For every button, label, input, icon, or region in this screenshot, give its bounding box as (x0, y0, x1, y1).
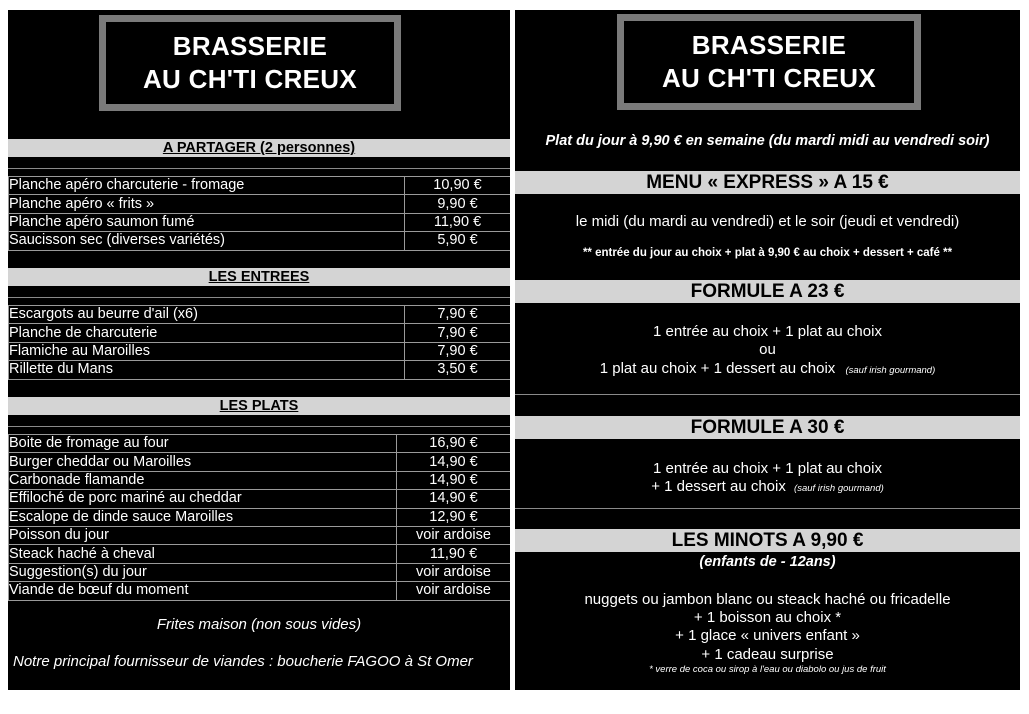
formule-30-header: FORMULE A 30 € (515, 416, 1020, 439)
brasserie-logo-right (617, 14, 921, 110)
table-row (9, 471, 511, 489)
divider (8, 415, 510, 427)
table-row (9, 453, 511, 471)
item-name: Escargots au beurre d'ail (x6) (9, 306, 405, 324)
item-price: 12,90 € (397, 508, 511, 526)
table-row (9, 324, 511, 342)
minots-line-1: nuggets ou jambon blanc ou steack haché ou fricadelle (584, 591, 951, 608)
table-row (9, 306, 511, 324)
item-name: Planche apéro charcuterie - fromage (9, 177, 405, 195)
table-row (9, 526, 511, 544)
f23-note: (sauf irish gourmand) (845, 365, 936, 376)
item-price: 14,90 € (397, 471, 511, 489)
f23-line-3 (515, 360, 1020, 377)
item-price: 9,90 € (405, 195, 511, 213)
fournisseur-note: Notre principal fournisseur de viandes : boucherie FAGOO à St Omer (13, 653, 473, 670)
minots-line-3: + 1 glace « univers enfant » (675, 627, 860, 644)
item-price: 11,90 € (397, 545, 511, 563)
item-name: Saucisson sec (diverses variétés) (9, 232, 405, 250)
section-header-plats (8, 397, 510, 415)
table-row (9, 177, 511, 195)
f30-line-2-text: + 1 dessert au choix (651, 478, 786, 495)
divider (515, 508, 1020, 509)
plats-table (8, 434, 511, 601)
section-header-entrees (8, 268, 510, 286)
menu-express-header: MENU « EXPRESS » A 15 € (515, 171, 1020, 194)
divider (515, 394, 1020, 395)
item-name: Burger cheddar ou Maroilles (9, 453, 397, 471)
table-row (9, 490, 511, 508)
partager-table (8, 176, 511, 251)
item-name: Effiloché de porc mariné au cheddar (9, 490, 397, 508)
frites-note: Frites maison (non sous vides) (156, 616, 362, 633)
plat-du-jour: Plat du jour à 9,90 € en semaine (du mardi midi au vendredi soir) (545, 133, 990, 149)
table-row (9, 213, 511, 231)
minots-header: LES MINOTS A 9,90 € (515, 529, 1020, 552)
minots-line-4: + 1 cadeau surprise (701, 646, 834, 663)
item-name: Planche apéro saumon fumé (9, 213, 405, 231)
f23-line-2: ou (759, 341, 776, 358)
minots-line-2: + 1 boisson au choix * (693, 609, 842, 626)
right-menu-panel (515, 10, 1020, 690)
f23-line-3-text: 1 plat au choix + 1 dessert au choix (599, 360, 836, 377)
table-row (9, 508, 511, 526)
left-menu-panel (8, 10, 510, 690)
item-price: 10,90 € (405, 177, 511, 195)
item-price: 11,90 € (405, 213, 511, 231)
item-name: Flamiche au Maroilles (9, 342, 405, 360)
item-price: voir ardoise (397, 582, 511, 600)
logo-line-1: BRASSERIE (172, 31, 328, 61)
table-row (9, 435, 511, 453)
formule-23-header: FORMULE A 23 € (515, 280, 1020, 303)
logo-line-2: AU CH'TI CREUX (142, 64, 358, 94)
divider (8, 157, 510, 169)
logo-line-2: AU CH'TI CREUX (661, 63, 877, 93)
divider (8, 286, 510, 298)
section-title: A PARTAGER (2 personnes) (162, 140, 356, 156)
table-row (9, 582, 511, 600)
f30-note: (sauf irish gourmand) (794, 483, 884, 494)
express-line-1: le midi (du mardi au vendredi) et le soir (jeudi et vendredi) (575, 213, 960, 230)
minots-note: * verre de coca ou sirop à l'eau ou diabolo ou jus de fruit (649, 664, 886, 675)
item-price: voir ardoise (397, 526, 511, 544)
minots-subtitle: (enfants de - 12ans) (699, 554, 836, 570)
f30-line-2 (515, 478, 1020, 495)
table-row (9, 563, 511, 581)
f23-line-1: 1 entrée au choix + 1 plat au choix (653, 323, 882, 340)
item-price: 16,90 € (397, 435, 511, 453)
item-price: 14,90 € (397, 453, 511, 471)
item-price: 3,50 € (405, 361, 511, 379)
item-price: voir ardoise (397, 563, 511, 581)
f30-line-1: 1 entrée au choix + 1 plat au choix (653, 460, 882, 477)
table-row (9, 361, 511, 379)
item-name: Boite de fromage au four (9, 435, 397, 453)
table-row (9, 342, 511, 360)
item-name: Poisson du jour (9, 526, 397, 544)
item-name: Escalope de dinde sauce Maroilles (9, 508, 397, 526)
section-title: LES PLATS (219, 398, 299, 414)
item-name: Suggestion(s) du jour (9, 563, 397, 581)
table-row (9, 545, 511, 563)
item-name: Viande de bœuf du moment (9, 582, 397, 600)
item-name: Planche apéro « frits » (9, 195, 405, 213)
express-line-2: ** entrée du jour au choix + plat à 9,90 € au choix + dessert + café ** (582, 247, 953, 259)
item-price: 7,90 € (405, 342, 511, 360)
table-row (9, 232, 511, 250)
entrees-table (8, 305, 511, 380)
item-name: Carbonade flamande (9, 471, 397, 489)
logo-line-1: BRASSERIE (691, 30, 847, 60)
table-row (9, 195, 511, 213)
item-price: 7,90 € (405, 306, 511, 324)
item-price: 5,90 € (405, 232, 511, 250)
item-name: Rillette du Mans (9, 361, 405, 379)
item-price: 14,90 € (397, 490, 511, 508)
brasserie-logo-left (99, 15, 401, 111)
section-header-partager (8, 139, 510, 157)
item-name: Planche de charcuterie (9, 324, 405, 342)
item-price: 7,90 € (405, 324, 511, 342)
section-title: LES ENTREES (208, 269, 310, 285)
item-name: Steack haché à cheval (9, 545, 397, 563)
